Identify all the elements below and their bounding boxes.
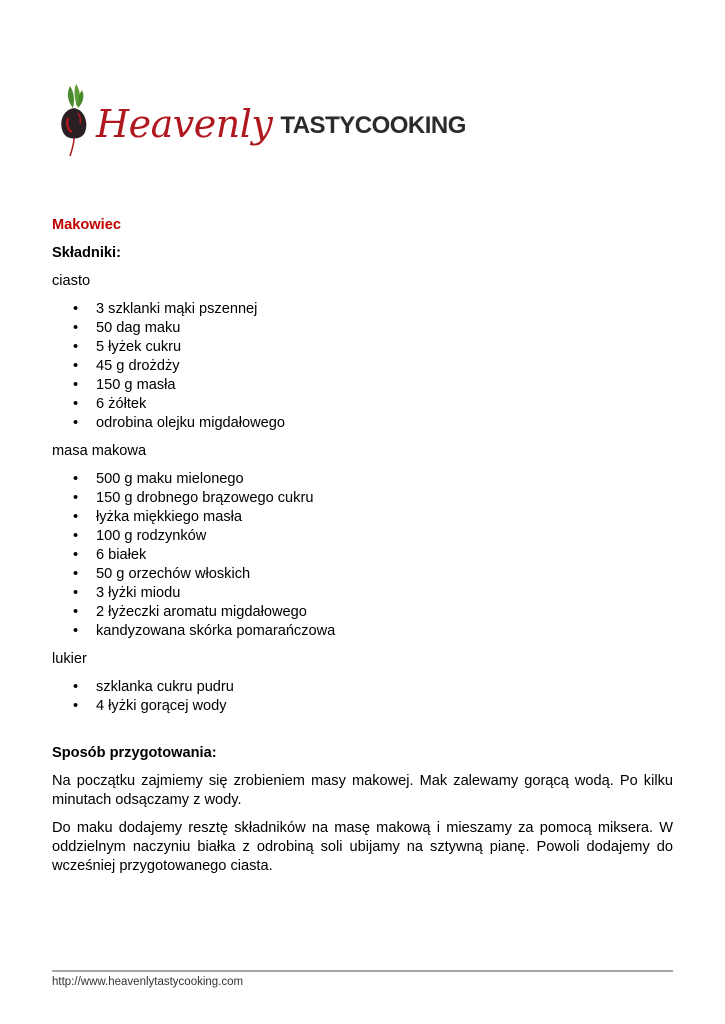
- ingredient-text: 6 żółtek: [96, 396, 147, 412]
- ingredient-text: 150 g masła: [96, 377, 176, 393]
- list-item: [73, 603, 673, 622]
- list-item: [73, 678, 673, 697]
- list-item: [73, 395, 673, 414]
- bullet-icon: •: [73, 490, 79, 506]
- ingredient-text: łyżka miękkiego masła: [96, 509, 242, 525]
- recipe-content: [52, 216, 673, 885]
- bullet-icon: •: [73, 358, 79, 374]
- bullet-icon: •: [73, 698, 79, 714]
- ingredient-text: 150 g drobnego brązowego cukru: [96, 490, 314, 506]
- ingredient-text: kandyzowana skórka pomarańczowa: [96, 623, 336, 639]
- list-item: [73, 300, 673, 319]
- bullet-icon: •: [73, 547, 79, 563]
- group-heading-lukier: lukier: [52, 651, 87, 667]
- list-item: [73, 414, 673, 433]
- ingredient-list-masa-makowa: [52, 470, 673, 641]
- ingredient-text: odrobina olejku migdałowego: [96, 415, 286, 431]
- bullet-icon: •: [73, 585, 79, 601]
- bullet-icon: •: [73, 509, 79, 525]
- ingredient-text: 4 łyżki gorącej wody: [96, 698, 227, 714]
- list-item: [73, 319, 673, 338]
- bullet-icon: •: [73, 623, 79, 639]
- ingredient-list-lukier: [52, 678, 673, 716]
- bullet-icon: •: [73, 377, 79, 393]
- bullet-icon: •: [73, 396, 79, 412]
- ingredient-text: 50 dag maku: [96, 320, 181, 336]
- ingredient-text: 45 g drożdży: [96, 358, 180, 374]
- ingredient-text: 50 g orzechów włoskich: [96, 566, 251, 582]
- group-heading-ciasto: ciasto: [52, 273, 91, 289]
- list-item: [73, 697, 673, 716]
- ingredients-heading: Składniki:: [52, 245, 121, 261]
- bullet-icon: •: [73, 339, 79, 355]
- beet-logo-icon: [56, 80, 92, 160]
- list-item: [73, 565, 673, 584]
- ingredient-text: 3 szklanki mąki pszennej: [96, 301, 258, 317]
- list-item: [73, 622, 673, 641]
- ingredient-text: 100 g rodzynków: [96, 528, 207, 544]
- method-heading: Sposób przygotowania:: [52, 745, 217, 761]
- ingredient-text: 5 łyżek cukru: [96, 339, 182, 355]
- list-item: [73, 489, 673, 508]
- bullet-icon: •: [73, 679, 79, 695]
- bullet-icon: •: [73, 415, 79, 431]
- list-item: [73, 527, 673, 546]
- bullet-icon: •: [73, 566, 79, 582]
- recipe-title: Makowiec: [52, 217, 121, 233]
- bullet-icon: •: [73, 320, 79, 336]
- logo-caps-text: TASTYCOOKING: [280, 112, 466, 139]
- footer-divider: [52, 970, 673, 972]
- ingredient-text: 2 łyżeczki aromatu migdałowego: [96, 604, 307, 620]
- bullet-icon: •: [73, 471, 79, 487]
- list-item: [73, 546, 673, 565]
- bullet-icon: •: [73, 301, 79, 317]
- site-logo: [56, 80, 466, 160]
- list-item: [73, 357, 673, 376]
- list-item: [73, 376, 673, 395]
- logo-script-text: Heavenly: [96, 102, 273, 146]
- ingredient-text: 500 g maku mielonego: [96, 471, 244, 487]
- method-paragraph-1: Na początku zajmiemy się zrobieniem masy makowej. Mak zalewamy gorącą wodą. Po kilku minutach odsączamy z wody.: [52, 773, 673, 808]
- list-item: [73, 508, 673, 527]
- bullet-icon: •: [73, 604, 79, 620]
- footer-url-link[interactable]: http://www.heavenlytastycooking.com: [52, 976, 244, 988]
- ingredient-list-ciasto: [52, 300, 673, 433]
- group-heading-masa-makowa: masa makowa: [52, 443, 147, 459]
- ingredient-text: szklanka cukru pudru: [96, 679, 234, 695]
- list-item: [73, 338, 673, 357]
- list-item: [73, 470, 673, 489]
- ingredient-text: 6 białek: [96, 547, 147, 563]
- ingredient-text: 3 łyżki miodu: [96, 585, 181, 601]
- method-paragraph-2: Do maku dodajemy resztę składników na masę makową i mieszamy za pomocą miksera. W oddzielnym naczyniu białka z odrobiną soli ubijamy na sztywną pianę. Powoli dodajemy do wcześniej przygotowanego ciasta.: [52, 820, 673, 874]
- list-item: [73, 584, 673, 603]
- bullet-icon: •: [73, 528, 79, 544]
